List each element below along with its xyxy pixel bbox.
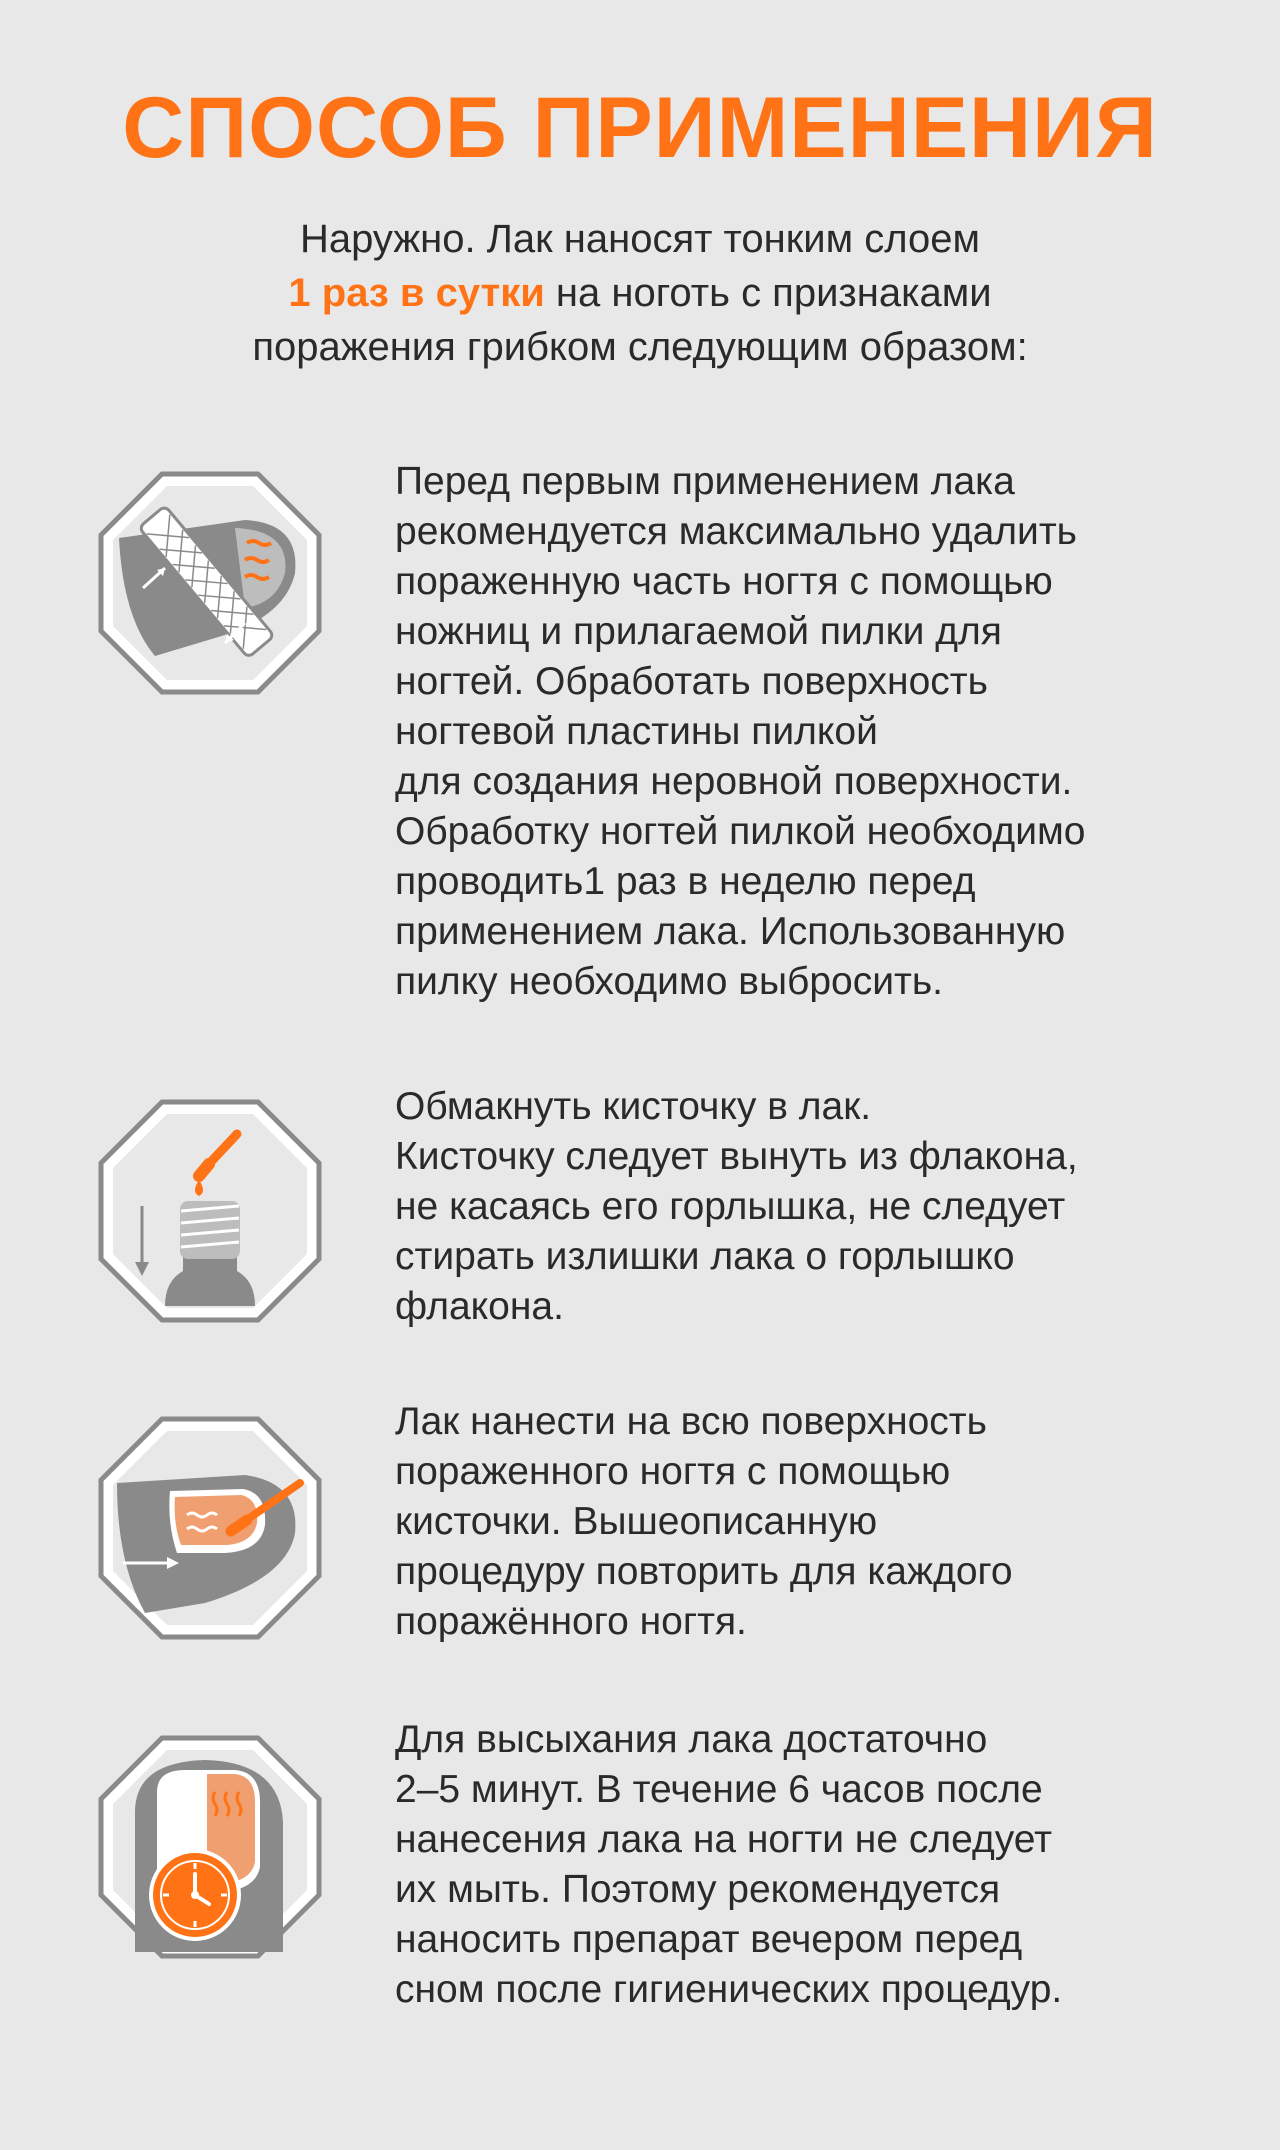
step-2-line: стирать излишки лака о горлышко [395, 1235, 1015, 1278]
intro-line-2 [100, 266, 1180, 320]
step-3-text [395, 1397, 1215, 1647]
step-2-line: флакона. [395, 1285, 564, 1328]
step-2-text [395, 1082, 1215, 1332]
step-1-line: ногтевой пластины пилкой [395, 710, 878, 753]
step-1-line: для создания неровной поверхности. [395, 760, 1073, 803]
dosage-highlight: 1 раз в сутки [288, 271, 545, 315]
step-1-line: ногтей. Обработать поверхность [395, 660, 988, 703]
step-3-line: пораженного ногтя с помощью [395, 1450, 951, 1493]
step-3-line: процедуру повторить для каждого [395, 1550, 1013, 1593]
nail-file-icon [95, 468, 325, 698]
step-2-line: не касаясь его горлышка, не следует [395, 1185, 1066, 1228]
intro-line-3: поражения грибком следующим образом: [252, 325, 1028, 369]
step-4-line: наносить препарат вечером перед [395, 1918, 1023, 1961]
step-1-line: применением лака. Использованную [395, 910, 1066, 953]
intro-text [100, 212, 1180, 374]
intro-line-2-rest: на ноготь с признаками [544, 271, 992, 315]
step-2-line: Кисточку следует вынуть из флакона, [395, 1135, 1078, 1178]
apply-lacquer-icon [95, 1413, 325, 1643]
intro-line-1: Наружно. Лак наносят тонким слоем [299, 217, 981, 261]
step-4-text [395, 1715, 1215, 2015]
step-3-line: Лак нанести на всю поверхность [395, 1400, 987, 1443]
step-1-line: Перед первым применением лака [395, 460, 1015, 503]
step-1-line: рекомендуется максимально удалить [395, 510, 1078, 553]
step-4-line: их мыть. Поэтому рекомендуется [395, 1868, 1001, 1911]
step-1-line: ножниц и прилагаемой пилки для [395, 610, 1002, 653]
step-4-line: сном после гигиенических процедур. [395, 1968, 1063, 2011]
step-1-line: пилку необходимо выбросить. [395, 960, 943, 1003]
step-4-line: нанесения лака на ногти не следует [395, 1818, 1053, 1861]
page-title: СПОСОБ ПРИМЕНЕНИЯ [122, 80, 1158, 176]
step-4-line: Для высыхания лака достаточно [395, 1718, 988, 1761]
step-1-line: пораженную часть ногтя с помощью [395, 560, 1053, 603]
step-1-text [395, 457, 1215, 1007]
step-3-line: поражённого ногтя. [395, 1600, 747, 1643]
step-1-line: проводить1 раз в неделю перед [395, 860, 976, 903]
step-2-line: Обмакнуть кисточку в лак. [395, 1085, 872, 1128]
drying-clock-icon [95, 1732, 325, 1962]
step-1-line: Обработку ногтей пилкой необходимо [395, 810, 1086, 853]
dip-brush-icon [95, 1096, 325, 1326]
step-3-line: кисточки. Вышеописанную [395, 1500, 878, 1543]
step-4-line: 2–5 минут. В течение 6 часов после [395, 1768, 1043, 1811]
